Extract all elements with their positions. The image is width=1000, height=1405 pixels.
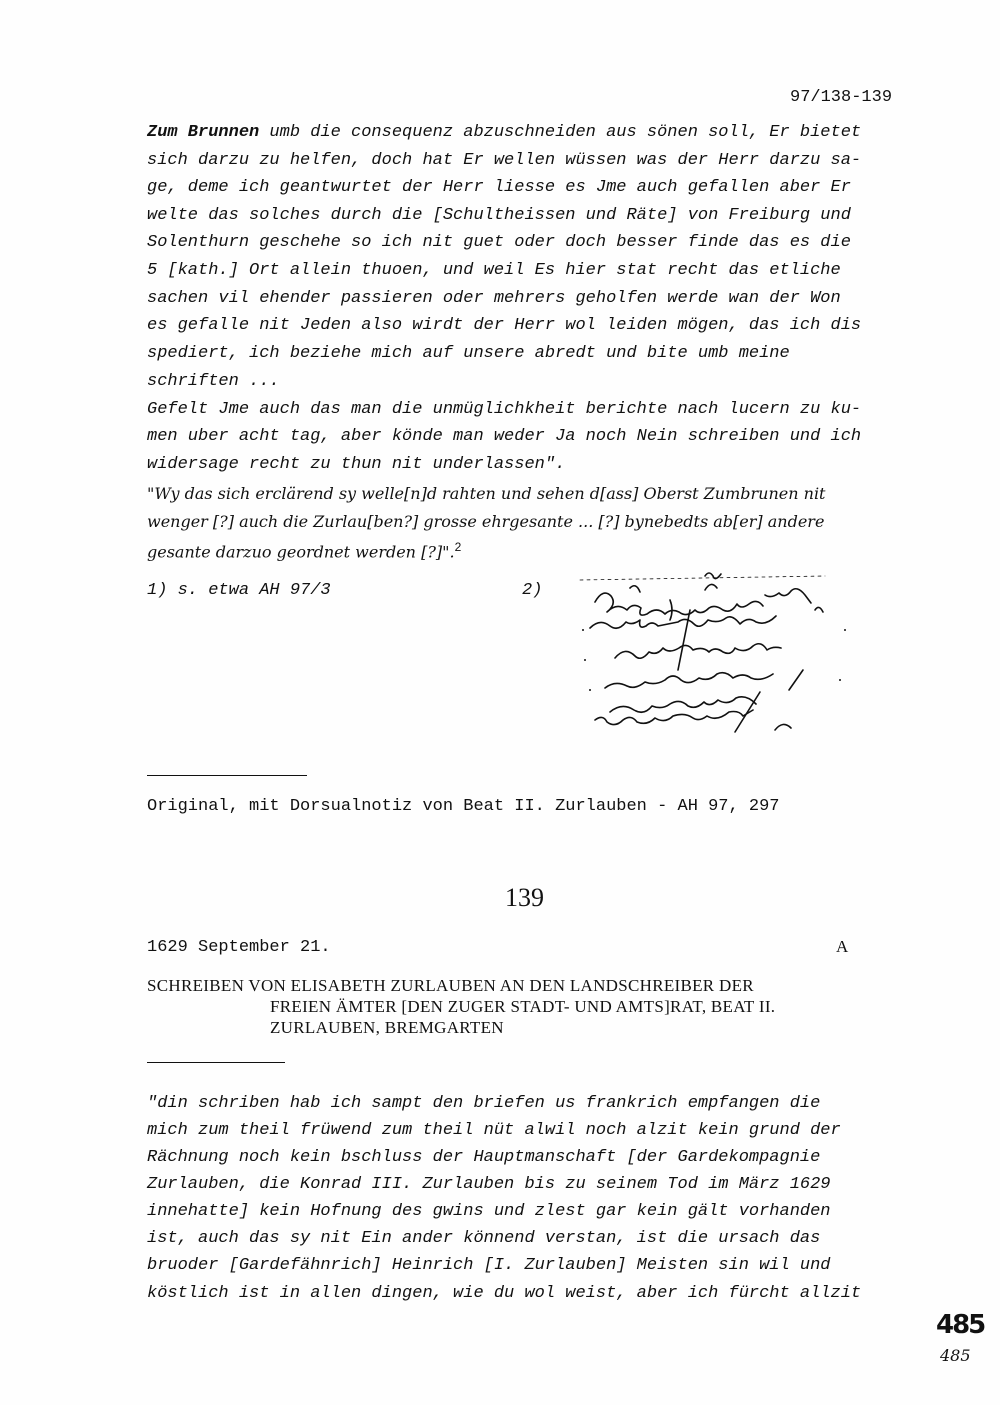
source-note: Original, mit Dorsualnotiz von Beat II. Zurlauben - AH 97, 297: [147, 797, 780, 816]
text-line: schriften ...: [147, 372, 280, 391]
page-number-handwritten: 485: [940, 1346, 971, 1365]
text-line: Rächnung noch kein bschluss der Hauptmanschaft [der Gardekompagnie: [147, 1148, 821, 1167]
letter-date: 1629 September 21.: [147, 938, 331, 957]
footnote-2-label: 2): [522, 581, 543, 600]
letter-heading-line: SCHREIBEN VON ELISABETH ZURLAUBEN AN DEN LANDSCHREIBER DER: [147, 976, 754, 995]
text-line: ge, deme ich geantwurtet der Herr liesse es Jme auch gefallen aber Er: [147, 178, 851, 197]
footnote-marker: 2: [454, 540, 462, 554]
transcription-line: "Wy das sich erclärend sy welle[n]d rahten und sehen d[ass] Oberst Zumbrunen nit: [147, 484, 826, 503]
text-line: Zurlauben, die Konrad III. Zurlauben bis zu seinem Tod im März 1629: [147, 1175, 831, 1194]
text-line: ist, auch das sy nit Ein ander könnend verstan, ist die ursach das: [147, 1229, 821, 1248]
letter-heading-line: FREIEN ÄMTER [DEN ZUGER STADT- UND AMTS]RAT, BEAT II.: [270, 997, 776, 1016]
text-line: 5 [kath.] Ort allein thuoen, und weil Es hier stat recht das etliche: [147, 261, 841, 280]
footnote-divider: [147, 775, 307, 776]
page-reference: 97/138-139: [790, 88, 893, 107]
bold-name: Zum Brunnen: [147, 123, 260, 142]
letter-heading-line: ZURLAUBEN, BREMGARTEN: [270, 1018, 504, 1037]
text-line: es gefalle nit Jeden also wirdt der Herr wol leiden mögen, das ich dis: [147, 316, 862, 335]
text-line: Zum Brunnen umb die consequenz abzuschneiden aus sönen soll, Er bietet: [147, 123, 862, 142]
original-marker: A: [836, 937, 849, 956]
text-line: innehatte] kein Hofnung des gwins und zlest gar kein gält vorhanden: [147, 1202, 831, 1221]
text-line: sachen vil ehender passieren oder mehrers geholfen werde wan der Won: [147, 289, 841, 308]
text-line: men uber acht tag, aber könde man weder Ja noch Nein schreiben und ich: [147, 427, 862, 446]
text-line: Gefelt Jme auch das man die unmüglichkheit berichte nach lucern zu ku-: [147, 400, 862, 419]
heading-divider: [147, 1062, 285, 1063]
text-line: bruoder [Gardefähnrich] Heinrich [I. Zurlauben] Meisten sin wil und: [147, 1256, 831, 1275]
footnote-1: 1) s. etwa AH 97/3: [147, 581, 331, 600]
transcription-line: gesante darzuo geordnet werden [?]".$^2$: [147, 540, 462, 562]
text-line: köstlich ist in allen dingen, wie du wol weist, aber ich fürcht allzit: [147, 1284, 862, 1303]
text-line: spediert, ich beziehe mich auf unsere abredt und bite umb meine: [147, 344, 790, 363]
transcription-line: wenger [?] auch die Zurlau[ben?] grosse ehrgesante ... [?] bynebedts ab[er] andere: [147, 512, 825, 531]
text-line: mich zum theil früwend zum theil nüt alwil noch alzit kein grund der: [147, 1121, 841, 1140]
letter-number: 139: [505, 883, 544, 912]
text-line: sich darzu zu helfen, doch hat Er wellen wüssen was der Herr darzu sa-: [147, 151, 862, 170]
text-line: welte das solches durch die [Schultheissen und Räte] von Freiburg und: [147, 206, 851, 225]
handwriting-facsimile-image: [555, 570, 865, 745]
page-number-stamp: 485: [936, 1310, 985, 1340]
text-line: "din schriben hab ich sampt den briefen us frankrich empfangen die: [147, 1094, 821, 1113]
text-line: Solenthurn geschehe so ich nit guet oder doch besser finde das es die: [147, 233, 851, 252]
text-line: widersage recht zu thun nit underlassen".: [147, 455, 566, 474]
